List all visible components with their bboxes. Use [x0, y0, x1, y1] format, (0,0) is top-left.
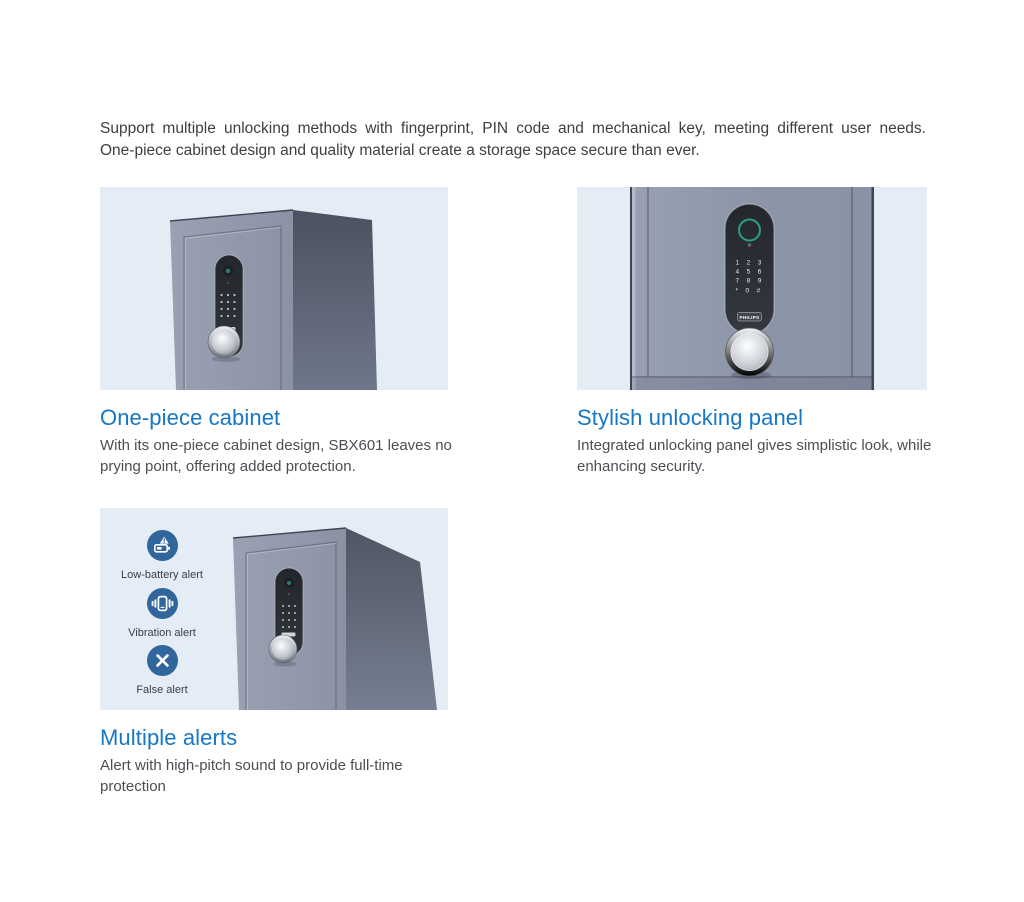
feature-title: One-piece cabinet [100, 405, 281, 430]
unlocking-panel-image [577, 187, 927, 390]
feature-body: Alert with high-pitch sound to provide full-time protection [100, 757, 403, 795]
vibration-alert-icon [147, 588, 178, 619]
alert-item-vibration [100, 588, 232, 640]
one-piece-cabinet-image [100, 187, 448, 390]
keypad-row-4: *0# [735, 287, 768, 295]
alert-label: Vibration alert [128, 627, 196, 639]
feature-body: Integrated unlocking panel gives simplistic look, while enhancing security. [577, 437, 932, 475]
feature-title: Stylish unlocking panel [577, 405, 804, 430]
low-battery-alert-icon [147, 530, 178, 561]
philips-logo: PHILIPS [739, 314, 760, 320]
feature-body: With its one-piece cabinet design, SBX601 leaves no prying point, offering added protection. [100, 437, 452, 475]
safe-render-front [100, 187, 448, 390]
safe-panel-closeup [577, 187, 927, 390]
multiple-alerts-image [100, 508, 448, 710]
keypad-row-3: 789 [735, 277, 769, 285]
feature-title: Multiple alerts [100, 725, 238, 750]
alert-item-false-alert [100, 645, 232, 697]
feature-stylish-unlocking-panel [577, 404, 933, 477]
alert-label: Low-battery alert [121, 569, 203, 581]
feature-multiple-alerts [100, 724, 456, 797]
intro-paragraph [100, 118, 926, 162]
intro-line-2: One-piece cabinet design and quality material create a storage space secure than ever. [100, 142, 700, 159]
alert-item-low-battery [100, 530, 232, 582]
false-alert-icon [147, 645, 178, 676]
intro-line-1: Support multiple unlocking methods with fingerprint, PIN code and mechanical key, meeting different user needs. [100, 120, 926, 137]
keypad-row-2: 456 [735, 268, 769, 276]
keypad-row-1: 123 [735, 259, 769, 267]
feature-one-piece-cabinet [100, 404, 456, 477]
alert-label: False alert [136, 684, 188, 696]
